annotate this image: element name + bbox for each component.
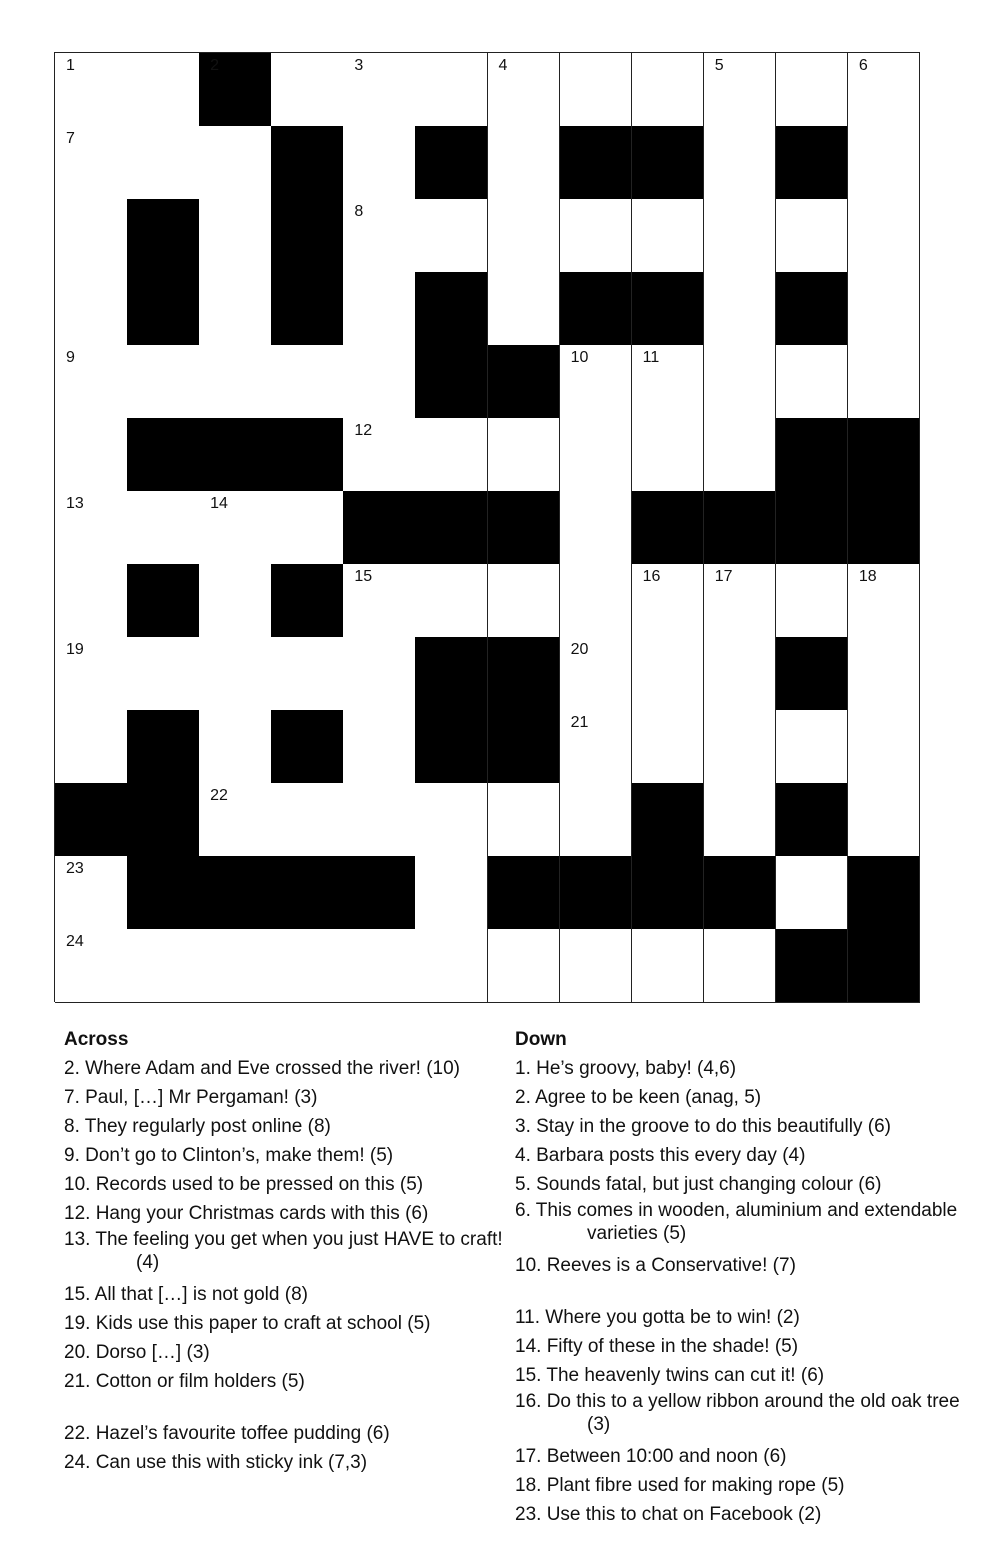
black-square [560,856,633,930]
clue-number: 24 [66,933,84,950]
crossword-cell[interactable] [343,126,416,200]
down-clue: 6. This comes in wooden, aluminium and extendable varieties (5) [515,1200,958,1244]
crossword-cell[interactable] [55,564,128,638]
crossword-cell[interactable] [343,53,416,127]
black-square [271,710,344,784]
crossword-cell[interactable] [560,491,633,565]
clue-number: 14 [210,495,228,512]
across-clues [64,1027,504,1477]
across-clue: 24. Can use this with sticky ink (7,3) [64,1452,368,1473]
crossword-cell[interactable] [848,564,921,638]
crossword-cell[interactable] [271,491,344,565]
down-clue-list [515,1054,985,1529]
black-square [776,491,849,565]
black-square [343,491,416,565]
clue-number: 4 [498,57,508,74]
black-square [488,710,561,784]
black-square [488,856,561,930]
black-square [271,418,344,492]
clue-number: 2 [210,57,220,74]
across-clue: 22. Hazel’s favourite toffee pudding (6) [64,1423,390,1444]
crossword-cell[interactable] [199,929,272,1003]
down-clue: 3. Stay in the groove to do this beautifully (6) [515,1116,891,1137]
down-clue: 14. Fifty of these in the shade! (5) [515,1336,799,1357]
down-clue: 17. Between 10:00 and noon (6) [515,1446,787,1467]
crossword-cell[interactable] [55,710,128,784]
crossword-cell[interactable] [55,126,128,200]
black-square [199,856,272,930]
crossword-cell[interactable] [55,272,128,346]
black-square [271,199,344,273]
crossword-cell[interactable] [848,637,921,711]
crossword-cell[interactable] [415,199,488,273]
crossword-cell[interactable] [127,53,200,127]
crossword-cell[interactable] [848,345,921,419]
clue-number: 7 [66,130,75,147]
crossword-cell[interactable] [704,783,777,857]
crossword-cell[interactable] [488,418,561,492]
crossword-cell[interactable] [848,53,921,127]
crossword-cell[interactable] [199,783,272,857]
crossword-cell[interactable] [199,710,272,784]
across-heading: Across [64,1029,129,1050]
crossword-cell[interactable] [488,199,561,273]
crossword-cell[interactable] [632,929,705,1003]
crossword-cell[interactable] [343,199,416,273]
black-square [271,272,344,346]
crossword-cell[interactable] [632,418,705,492]
clue-number: 17 [714,568,733,585]
across-clue-list [64,1054,504,1477]
black-square [343,856,416,930]
across-clue: 21. Cotton or film holders (5) [64,1371,305,1392]
crossword-cell[interactable] [632,199,705,273]
crossword-cell[interactable] [704,53,777,127]
black-square [632,272,705,346]
black-square [199,53,272,127]
crossword-cell[interactable] [343,710,416,784]
across-clue: 12. Hang your Christmas cards with this (6) [64,1203,429,1224]
clue-number: 22 [210,787,228,804]
crossword-cell[interactable] [415,783,488,857]
across-clue: 20. Dorso […] (3) [64,1342,210,1363]
crossword-cell[interactable] [415,564,488,638]
across-clue: 7. Paul, […] Mr Pergaman! (3) [64,1087,318,1108]
down-clue: 18. Plant fibre used for making rope (5) [515,1475,845,1496]
crossword-cell[interactable] [776,856,849,930]
crossword-cell[interactable] [271,345,344,419]
clue-number: 10 [570,349,589,366]
crossword-cell[interactable] [343,637,416,711]
black-square [632,491,705,565]
clue-number: 19 [66,641,84,658]
black-square [704,491,777,565]
black-square [776,783,849,857]
crossword-cell[interactable] [560,199,633,273]
crossword-cell[interactable] [343,345,416,419]
crossword-cell[interactable] [848,783,921,857]
crossword-cell[interactable] [127,345,200,419]
crossword-cell[interactable] [632,345,705,419]
crossword-cell[interactable] [55,929,128,1003]
crossword-cell[interactable] [704,345,777,419]
crossword-cell[interactable] [199,564,272,638]
clue-number: 6 [858,57,868,74]
crossword-cell[interactable] [704,929,777,1003]
crossword-cell[interactable] [199,272,272,346]
black-square [415,710,488,784]
black-square [632,856,705,930]
crossword-cell[interactable] [415,856,488,930]
crossword-cell[interactable] [488,783,561,857]
crossword-cell[interactable] [560,710,633,784]
crossword-cell[interactable] [488,564,561,638]
black-square [127,783,200,857]
crossword-cell[interactable] [55,418,128,492]
down-clue: 15. The heavenly twins can cut it! (6) [515,1365,825,1386]
crossword-cell[interactable] [704,564,777,638]
black-square [848,856,921,930]
down-clue: 10. Reeves is a Conservative! (7) [515,1255,796,1276]
crossword-cell[interactable] [343,564,416,638]
black-square [848,929,921,1003]
black-square [199,418,272,492]
crossword-cell[interactable] [55,856,128,930]
crossword-cell[interactable] [199,345,272,419]
crossword-cell[interactable] [560,53,633,127]
black-square [271,564,344,638]
clue-number: 16 [642,568,661,585]
black-square [560,126,633,200]
crossword-cell[interactable] [488,272,561,346]
black-square [776,637,849,711]
crossword-cell[interactable] [55,637,128,711]
crossword-cell[interactable] [127,637,200,711]
crossword-cell[interactable] [55,491,128,565]
black-square [415,637,488,711]
crossword-cell[interactable] [488,53,561,127]
black-square [848,491,921,565]
down-clue: 11. Where you gotta be to win! (2) [515,1307,800,1328]
crossword-cell[interactable] [704,637,777,711]
black-square [488,637,561,711]
crossword-cell[interactable] [271,53,344,127]
down-clue: 23. Use this to chat on Facebook (2) [515,1504,822,1525]
crossword-cell[interactable] [560,637,633,711]
crossword-cell[interactable] [343,418,416,492]
black-square [127,418,200,492]
crossword-cell[interactable] [127,491,200,565]
black-square [488,345,561,419]
crossword-cell[interactable] [488,929,561,1003]
clue-number: 1 [66,57,75,74]
down-clues [515,1027,985,1529]
black-square [415,272,488,346]
crossword-cell[interactable] [704,199,777,273]
black-square [776,929,849,1003]
crossword-cell[interactable] [343,783,416,857]
down-clue: 4. Barbara posts this every day (4) [515,1145,806,1166]
crossword-cell[interactable] [560,345,633,419]
clue-number: 3 [354,57,364,74]
crossword-cell[interactable] [632,53,705,127]
across-clue: 9. Don’t go to Clinton’s, make them! (5) [64,1145,394,1166]
down-clue: 2. Agree to be keen (anag, 5) [515,1087,762,1108]
crossword-cell[interactable] [560,783,633,857]
black-square [127,564,200,638]
crossword-cell[interactable] [560,929,633,1003]
crossword-cell[interactable] [848,126,921,200]
crossword-cell[interactable] [55,345,128,419]
crossword-cell[interactable] [199,126,272,200]
crossword-cell[interactable] [271,637,344,711]
crossword-cell[interactable] [848,710,921,784]
crossword-cell[interactable] [848,272,921,346]
crossword-cell[interactable] [199,491,272,565]
clue-number: 15 [354,568,373,585]
crossword-cell[interactable] [488,126,561,200]
crossword-cell[interactable] [127,929,200,1003]
black-square [776,418,849,492]
clue-number: 12 [354,422,373,439]
crossword-cell[interactable] [199,199,272,273]
clue-number: 20 [570,641,589,658]
crossword-cell[interactable] [704,272,777,346]
across-clue: 2. Where Adam and Eve crossed the river! (10) [64,1058,461,1079]
black-square [415,491,488,565]
crossword-cell[interactable] [776,199,849,273]
clue-number: 13 [66,495,84,512]
crossword-cell[interactable] [632,564,705,638]
down-clue: 5. Sounds fatal, but just changing colour (6) [515,1174,882,1195]
crossword-cell[interactable] [776,710,849,784]
black-square [55,783,128,857]
down-clue: 16. Do this to a yellow ribbon around the old oak tree (3) [515,1391,960,1435]
crossword-cell[interactable] [415,418,488,492]
black-square [415,345,488,419]
crossword-cell[interactable] [776,345,849,419]
black-square [127,710,200,784]
crossword-cell[interactable] [55,53,128,127]
across-clue: 19. Kids use this paper to craft at school (5) [64,1313,431,1334]
clue-number: 5 [714,57,724,74]
black-square [776,126,849,200]
black-square [127,856,200,930]
crossword-cell[interactable] [271,783,344,857]
crossword-cell[interactable] [560,564,633,638]
crossword-grid [54,52,920,1002]
across-clue: 13. The feeling you get when you just HAVE to craft! (4) [64,1229,503,1273]
crossword-cell[interactable] [704,418,777,492]
crossword-cell[interactable] [127,126,200,200]
crossword-cell[interactable] [776,53,849,127]
crossword-cell[interactable] [560,418,633,492]
black-square [271,126,344,200]
crossword-cell[interactable] [704,710,777,784]
crossword-cell[interactable] [848,199,921,273]
black-square [632,783,705,857]
clue-number: 21 [570,714,589,731]
across-clue: 15. All that […] is not gold (8) [64,1284,308,1305]
black-square [127,272,200,346]
down-clue: 1. He’s groovy, baby! (4,6) [515,1058,737,1079]
crossword-cell[interactable] [199,637,272,711]
black-square [632,126,705,200]
clue-number: 11 [642,349,660,366]
black-square [488,491,561,565]
crossword-cell[interactable] [343,272,416,346]
across-clue: 10. Records used to be pressed on this (5) [64,1174,424,1195]
black-square [560,272,633,346]
black-square [776,272,849,346]
black-square [848,418,921,492]
clue-number: 9 [66,349,75,366]
across-clue: 8. They regularly post online (8) [64,1116,331,1137]
black-square [271,856,344,930]
crossword-cell[interactable] [632,637,705,711]
crossword-cell[interactable] [704,126,777,200]
clue-number: 23 [66,860,84,877]
clue-number: 18 [858,568,877,585]
crossword-cell[interactable] [271,929,344,1003]
down-heading: Down [515,1029,567,1050]
crossword-cell[interactable] [55,199,128,273]
crossword-cell[interactable] [776,564,849,638]
crossword-cell[interactable] [415,53,488,127]
clue-number: 8 [354,203,364,220]
crossword-cell[interactable] [343,929,416,1003]
crossword-cell[interactable] [632,710,705,784]
black-square [704,856,777,930]
black-square [415,126,488,200]
crossword-cell[interactable] [415,929,488,1003]
black-square [127,199,200,273]
